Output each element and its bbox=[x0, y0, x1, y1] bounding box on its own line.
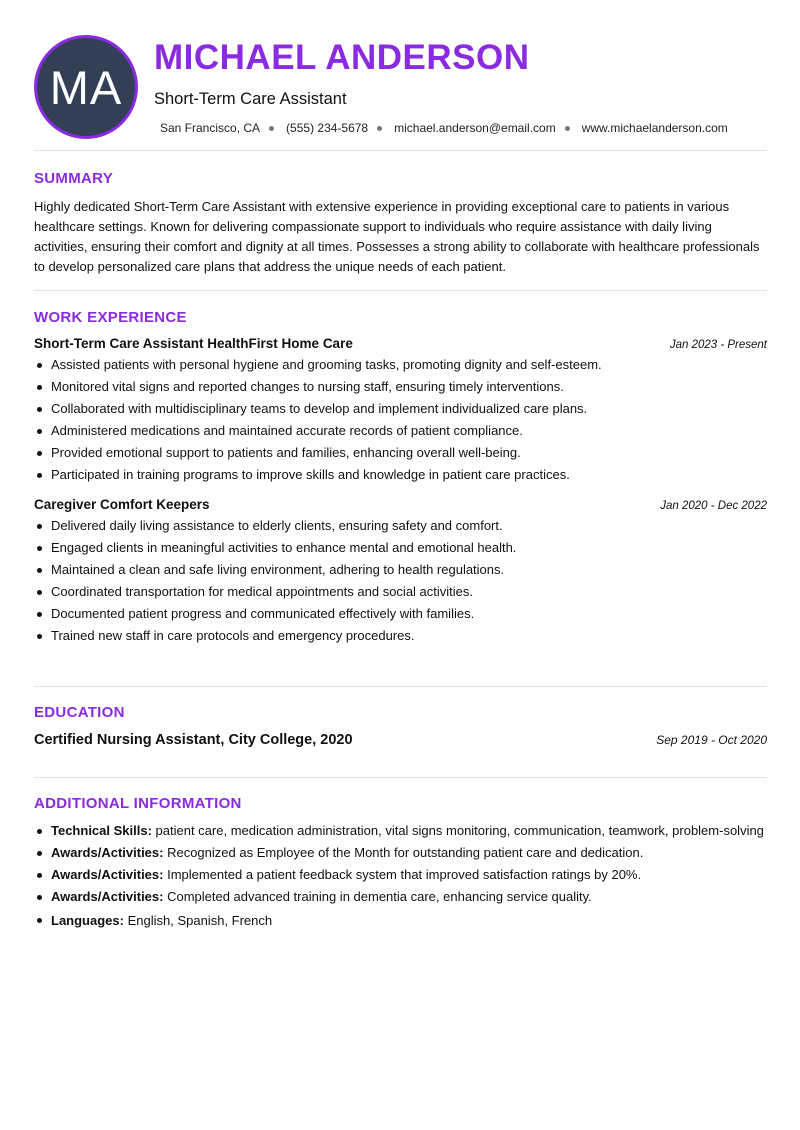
job-entry bbox=[34, 336, 767, 486]
list-item: Trained new staff in care protocols and emergency procedures. bbox=[34, 625, 767, 647]
job-header bbox=[34, 497, 767, 512]
list-item bbox=[34, 843, 767, 863]
education-entry bbox=[34, 732, 767, 748]
list-item bbox=[34, 865, 767, 885]
job-bullets bbox=[34, 354, 767, 486]
section-title-education: EDUCATION bbox=[34, 704, 125, 721]
contact-phone: (555) 234-5678 bbox=[286, 121, 369, 135]
item-text: Implemented a patient feedback system that improved satisfaction ratings by 20%. bbox=[163, 867, 642, 882]
dot-separator-icon bbox=[565, 126, 570, 131]
item-label: Technical Skills: bbox=[51, 823, 152, 838]
job-date: Jan 2020 - Dec 2022 bbox=[660, 500, 767, 512]
job-title: Caregiver Comfort Keepers bbox=[34, 497, 210, 512]
item-text: patient care, medication administration, vital signs monitoring, communication, teamwork, problem-solving bbox=[151, 823, 764, 838]
list-item: Assisted patients with personal hygiene and grooming tasks, promoting dignity and self-esteem. bbox=[34, 354, 767, 376]
summary-section bbox=[34, 150, 767, 277]
job-date: Jan 2023 - Present bbox=[669, 339, 767, 351]
list-item: Documented patient progress and communicated effectively with families. bbox=[34, 603, 767, 625]
candidate-name: MICHAEL ANDERSON bbox=[154, 38, 530, 77]
item-label: Awards/Activities: bbox=[51, 845, 164, 860]
item-label: Awards/Activities: bbox=[51, 867, 164, 882]
item-text: English, Spanish, French bbox=[123, 912, 273, 928]
item-label: Awards/Activities: bbox=[51, 889, 164, 904]
job-header bbox=[34, 336, 767, 351]
list-item: Collaborated with multidisciplinary teams to develop and implement individualized care plans. bbox=[34, 398, 767, 420]
section-title-summary: SUMMARY bbox=[34, 170, 114, 187]
additional-list bbox=[34, 821, 767, 930]
contact-line bbox=[160, 120, 728, 136]
list-item: Provided emotional support to patients and families, enhancing overall well-being. bbox=[34, 442, 767, 464]
job-bullets bbox=[34, 515, 767, 647]
section-title-additional-information: ADDITIONAL INFORMATION bbox=[34, 795, 242, 812]
avatar bbox=[34, 35, 138, 139]
list-item bbox=[34, 911, 767, 931]
list-item: Delivered daily living assistance to elderly clients, ensuring safety and comfort. bbox=[34, 515, 767, 537]
list-item: Engaged clients in meaningful activities to enhance mental and emotional health. bbox=[34, 537, 767, 559]
item-text: Completed advanced training in dementia care, enhancing service quality. bbox=[163, 889, 592, 904]
work-experience-section bbox=[34, 291, 767, 647]
contact-email[interactable]: michael.anderson@email.com bbox=[394, 121, 556, 135]
contact-location: San Francisco, CA bbox=[160, 121, 261, 135]
resume-page bbox=[34, 0, 767, 928]
education-section bbox=[34, 686, 767, 748]
item-label: Languages: bbox=[51, 912, 124, 928]
list-item: Participated in training programs to improve skills and knowledge in patient care practices. bbox=[34, 464, 767, 486]
summary-text: Highly dedicated Short-Term Care Assistant with extensive experience in providing exceptional care to patients in various healthcare settings. Known for delivering compassionate support to individuals who require assistance with daily living activities, ensuring their comfort and dignity at all times. Possesses a strong ability to collaborate with healthcare professionals to develop personalized care plans that address the unique needs of each patient. bbox=[34, 199, 760, 274]
job-title: Short-Term Care Assistant HealthFirst Home Care bbox=[34, 336, 353, 351]
job-entry bbox=[34, 497, 767, 647]
avatar-initials: MA bbox=[49, 60, 123, 114]
contact-website[interactable]: www.michaelanderson.com bbox=[581, 121, 728, 135]
additional-information-section bbox=[34, 777, 767, 933]
list-item: Coordinated transportation for medical appointments and social activities. bbox=[34, 581, 767, 603]
resume-header bbox=[34, 0, 767, 150]
list-item bbox=[34, 887, 767, 907]
list-item: Maintained a clean and safe living environment, adhering to health regulations. bbox=[34, 559, 767, 581]
list-item bbox=[34, 821, 767, 841]
dot-separator-icon bbox=[377, 126, 382, 131]
education-degree: Certified Nursing Assistant, City College, 2020 bbox=[34, 732, 353, 748]
education-date: Sep 2019 - Oct 2020 bbox=[656, 733, 767, 747]
candidate-role: Short-Term Care Assistant bbox=[154, 90, 347, 108]
section-title-work-experience: WORK EXPERIENCE bbox=[34, 309, 187, 326]
item-text: Recognized as Employee of the Month for outstanding patient care and dedication. bbox=[163, 845, 644, 860]
list-item: Administered medications and maintained accurate records of patient compliance. bbox=[34, 420, 767, 442]
list-item: Monitored vital signs and reported changes to nursing staff, ensuring timely interventions. bbox=[34, 376, 767, 398]
dot-separator-icon bbox=[269, 126, 274, 131]
